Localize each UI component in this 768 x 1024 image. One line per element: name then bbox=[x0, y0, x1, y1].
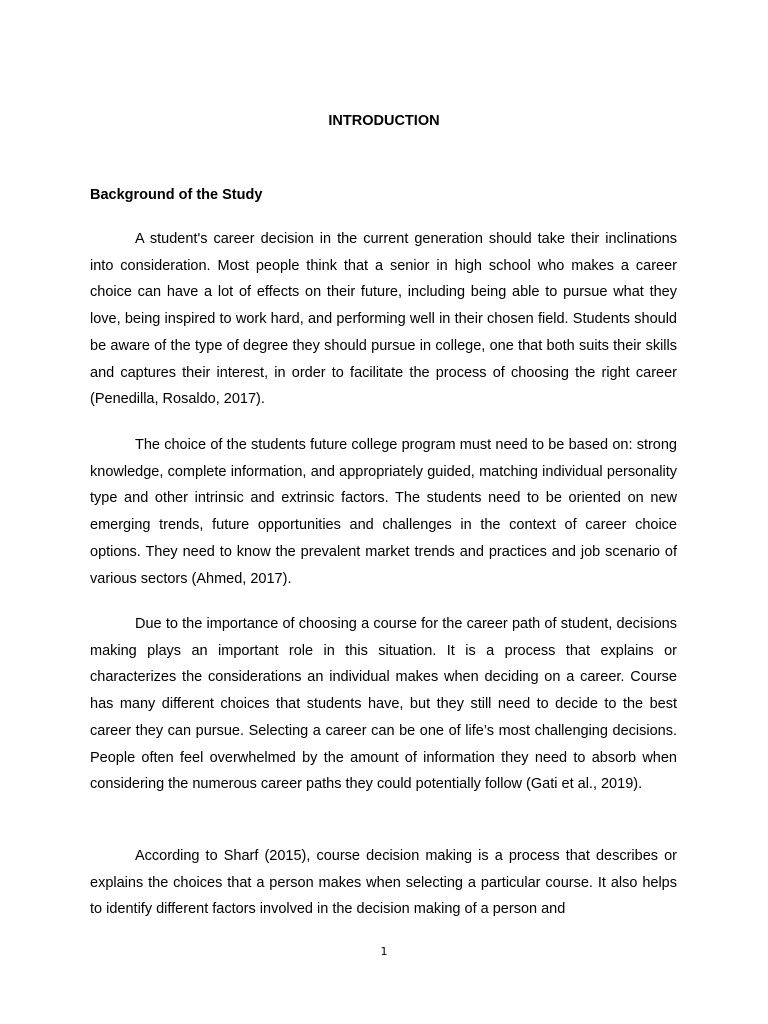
page-number: 1 bbox=[380, 945, 388, 958]
paragraph-1: A student's career decision in the current generation should take their inclinations into consideration. Most people think that a senior in high school who makes a career choice can have a lot of effects on their future, including being able to pursue what they love, being inspired to work hard, and performing well in their chosen field. Students should be aware of the type of degree they should pursue in college, one that both suits their skills and captures their interest, in order to facilitate the process of choosing the right career (Penedilla, Rosaldo, 2017). bbox=[90, 231, 677, 408]
page-title: INTRODUCTION bbox=[328, 113, 440, 129]
paragraph-3: Due to the importance of choosing a course for the career path of student, decisions making plays an important role in this situation. It is a process that explains or characterizes the considerations an individual makes when deciding on a career. Course has many different choices that students have, but they still need to decide to the best career they can pursue. Selecting a career can be one of life’s most challenging decisions. People often feel overwhelmed by the amount of information they need to absorb when considering the numerous career paths they could potentially follow (Gati et al., 2019). bbox=[90, 616, 677, 793]
paragraph-2: The choice of the students future college program must need to be based on: strong knowledge, complete information, and appropriately guided, matching individual personality type and other intrinsic and extrinsic factors. The students need to be oriented on new emerging trends, future opportunities and challenges in the context of career choice options. They need to know the prevalent market trends and practices and job scenario of various sectors (Ahmed, 2017). bbox=[90, 437, 677, 587]
paragraph-4: According to Sharf (2015), course decision making is a process that describes or explains the choices that a person makes when selecting a particular course. It also helps to identify different factors involved in the decision making of a person and bbox=[90, 848, 677, 918]
section-title: Background of the Study bbox=[90, 187, 263, 203]
